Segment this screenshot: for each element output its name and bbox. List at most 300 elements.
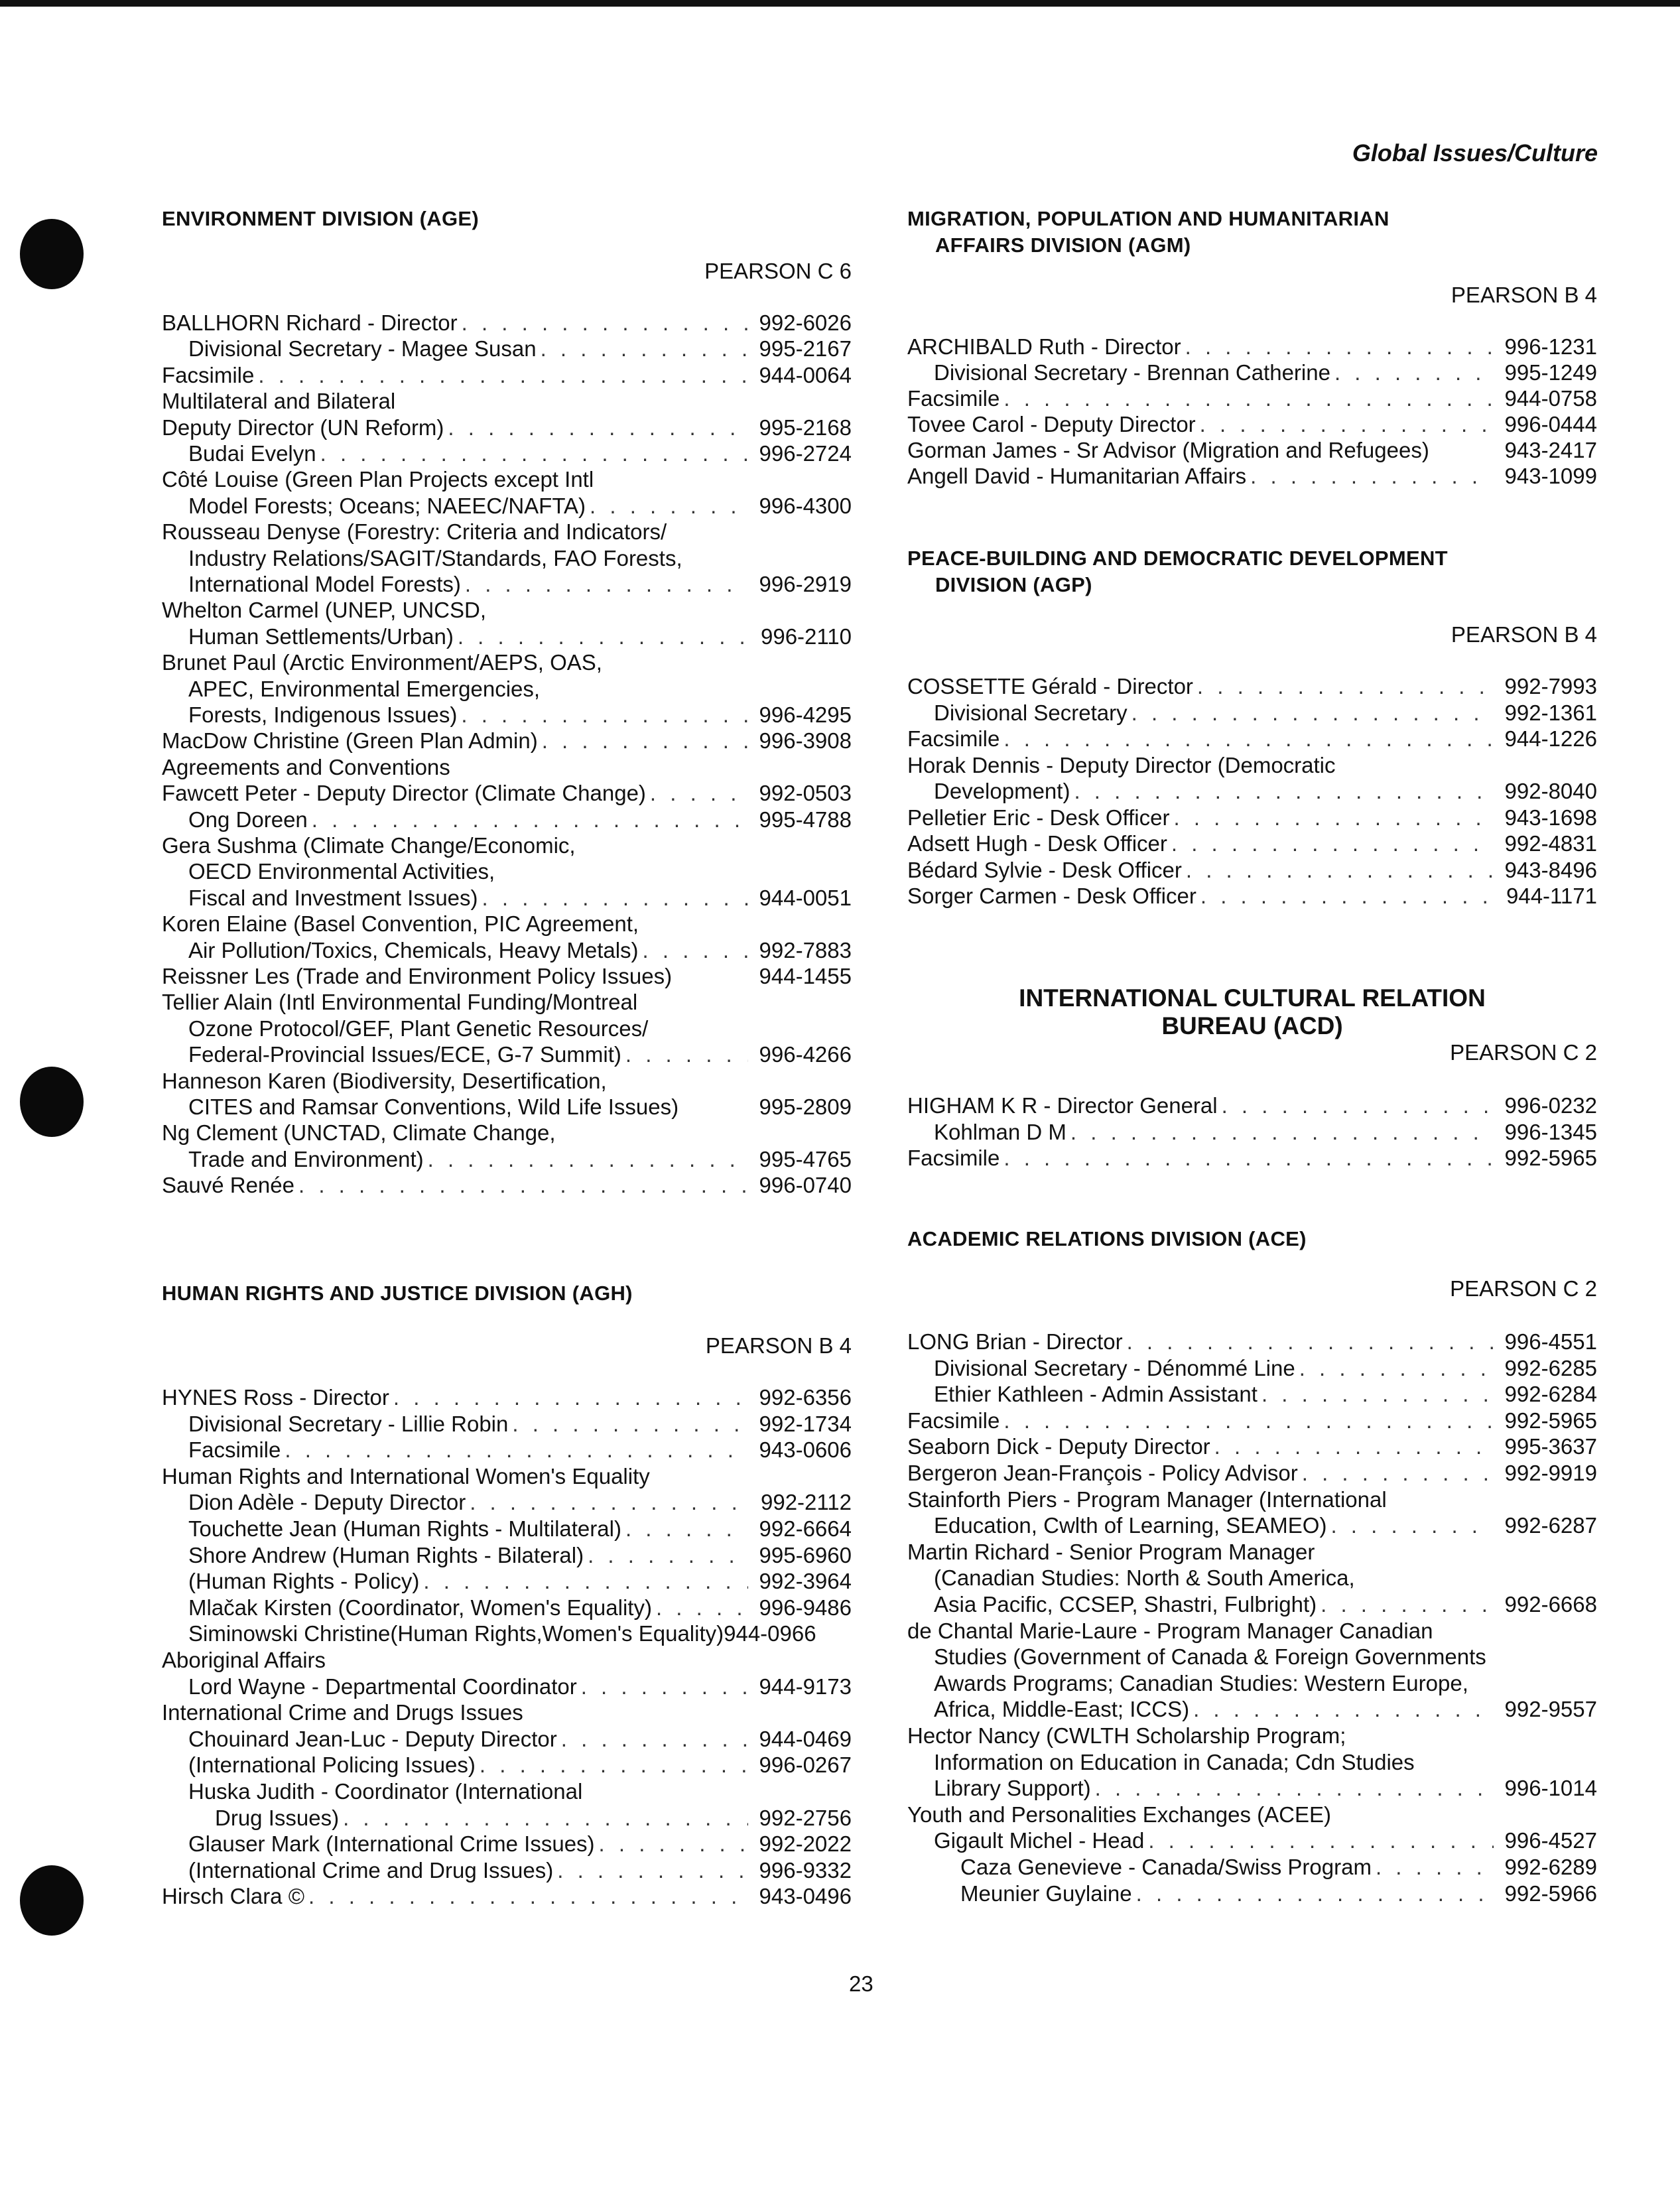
directory-entry — [162, 1831, 852, 1857]
entry-phone: 996-2919 — [759, 572, 852, 596]
entry-name: Shore Andrew (Human Rights - Bilateral) — [188, 1542, 584, 1567]
entry-name: Facsimile — [907, 1408, 1000, 1433]
entry-name: Information on Education in Canada; Cdn Studies — [934, 1749, 1415, 1774]
dot-leader — [1193, 1697, 1494, 1722]
directory-entry — [907, 779, 1597, 805]
directory-entry — [907, 1565, 1597, 1591]
dot-leader — [470, 1490, 748, 1515]
entry-phone: 992-1734 — [759, 1411, 852, 1436]
dot-leader — [1250, 464, 1494, 489]
dot-leader — [625, 1516, 748, 1542]
entry-name: (International Crime and Drug Issues) — [188, 1857, 554, 1883]
directory-entry — [162, 1595, 852, 1621]
entry-name: HIGHAM K R - Director General — [907, 1093, 1218, 1118]
entry-name: Rousseau Denyse (Forestry: Criteria and Indicators/ — [162, 519, 667, 545]
entry-name: International Crime and Drugs Issues — [162, 1700, 523, 1725]
entry-phone: 996-0444 — [1504, 412, 1597, 436]
entry-name: Drug Issues) — [215, 1805, 340, 1830]
entry-name: Divisional Secretary - Magee Susan — [188, 336, 537, 362]
dot-leader — [448, 415, 748, 440]
directory-entry — [162, 1569, 852, 1595]
dot-leader — [462, 310, 748, 336]
entry-name: Facsimile — [907, 386, 1000, 411]
entry-phone: 995-1249 — [1504, 360, 1597, 385]
directory-entry — [162, 728, 852, 754]
entry-phone: 996-2110 — [760, 624, 852, 649]
directory-entry — [907, 858, 1597, 884]
entry-phone: 943-0606 — [759, 1437, 852, 1463]
directory-entry — [162, 1884, 852, 1910]
entry-name: Siminowski Christine(Human Rights,Women's Equality)944-0966 — [188, 1621, 816, 1646]
directory-entry — [907, 438, 1597, 464]
entry-name: CITES and Ramsar Conventions, Wild Life Issues) — [188, 1094, 679, 1119]
dot-leader — [298, 1173, 748, 1198]
dot-leader — [1136, 1881, 1494, 1906]
directory-entry — [907, 1619, 1597, 1644]
directory-entry — [907, 1881, 1597, 1907]
directory-entry — [162, 1094, 852, 1120]
dot-leader — [258, 363, 748, 388]
entry-name: Human Rights and International Women's Equality — [162, 1463, 650, 1489]
entry-name: Education, Cwlth of Learning, SEAMEO) — [934, 1513, 1327, 1538]
directory-entry — [162, 1727, 852, 1753]
dot-leader — [423, 1569, 748, 1594]
entry-name: Ethier Kathleen - Admin Assistant — [934, 1382, 1258, 1407]
directory-entry — [162, 546, 852, 572]
entry-name: APEC, Environmental Emergencies, — [188, 676, 541, 701]
entry-name: (Canadian Studies: North & South America, — [934, 1565, 1355, 1591]
dot-leader — [581, 1674, 748, 1699]
entry-phone: 992-8040 — [1504, 779, 1597, 803]
entry-name: Whelton Carmel (UNEP, UNCSD, — [162, 598, 487, 623]
directory-entry — [907, 412, 1597, 438]
entry-name: (Human Rights - Policy) — [188, 1569, 420, 1594]
dot-leader — [1003, 1408, 1494, 1433]
human-rights-title: HUMAN RIGHTS AND JUSTICE DIVISION (AGH) — [162, 1282, 633, 1305]
directory-entry — [907, 1146, 1597, 1171]
cultural-location: PEARSON C 2 — [1450, 1040, 1597, 1065]
entry-name: Multilateral and Bilateral — [162, 389, 396, 414]
directory-entry — [907, 1120, 1597, 1146]
dot-leader — [1070, 1120, 1494, 1145]
dot-leader — [1197, 674, 1494, 699]
entry-name: Sauvé Renée — [162, 1173, 294, 1198]
entry-name: de Chantal Marie-Laure - Program Manager Canadian — [907, 1618, 1433, 1643]
entry-phone: 943-1698 — [1504, 805, 1597, 830]
directory-entry — [907, 726, 1597, 752]
dot-leader — [650, 781, 748, 806]
dot-leader — [1173, 805, 1494, 830]
directory-entry — [162, 624, 852, 650]
entry-phone: 996-1231 — [1504, 334, 1597, 359]
directory-entry — [907, 1513, 1597, 1539]
cultural-title-line2: BUREAU (ACD) — [1161, 1012, 1343, 1039]
entry-phone: 996-1014 — [1504, 1776, 1597, 1801]
environment-location: PEARSON C 6 — [704, 259, 852, 283]
dot-leader — [1003, 726, 1494, 752]
entry-name: Deputy Director (UN Reform) — [162, 415, 444, 440]
dot-leader — [588, 1543, 748, 1568]
directory-entry — [907, 1776, 1597, 1802]
entry-phone: 995-3637 — [1504, 1434, 1597, 1459]
entry-phone: 943-1099 — [1504, 464, 1597, 488]
directory-entry — [907, 1750, 1597, 1776]
entry-phone: 992-6285 — [1504, 1355, 1597, 1380]
dot-leader — [1261, 1382, 1494, 1407]
entry-phone: 944-0758 — [1504, 386, 1597, 411]
entry-name: Aboriginal Affairs — [162, 1648, 326, 1672]
entry-phone: 992-4831 — [1504, 831, 1597, 856]
dot-leader — [461, 702, 748, 728]
entry-phone: 996-4300 — [759, 493, 852, 518]
environment-title: ENVIRONMENT DIVISION (AGE) — [162, 207, 479, 230]
entry-name: Pelletier Eric - Desk Officer — [907, 805, 1170, 830]
dot-leader — [541, 336, 748, 362]
entry-name: Facsimile — [907, 726, 1000, 751]
entry-name: Koren Elaine (Basel Convention, PIC Agreement, — [162, 911, 639, 937]
dot-leader — [1127, 1329, 1494, 1355]
human-rights-location: PEARSON B 4 — [705, 1333, 852, 1358]
peace-location: PEARSON B 4 — [1451, 622, 1597, 647]
directory-entry — [162, 886, 852, 911]
entry-phone: 992-5965 — [1504, 1146, 1597, 1170]
entry-phone: 943-2417 — [1504, 438, 1597, 462]
entry-name: Dion Adèle - Deputy Director — [188, 1490, 466, 1515]
directory-entry — [162, 1437, 852, 1463]
entry-phone: 992-2756 — [759, 1805, 852, 1830]
dot-leader — [458, 624, 748, 649]
directory-entry — [907, 884, 1597, 909]
entry-phone: 992-9919 — [1504, 1461, 1597, 1485]
entry-phone: 992-6284 — [1504, 1382, 1597, 1407]
dot-leader — [1148, 1828, 1494, 1853]
entry-phone: 992-6287 — [1504, 1513, 1597, 1538]
dot-leader — [561, 1727, 748, 1752]
entry-phone: 996-0267 — [759, 1753, 852, 1778]
directory-entry — [162, 702, 852, 728]
entry-name: Touchette Jean (Human Rights - Multilateral) — [188, 1516, 621, 1541]
directory-entry — [907, 464, 1597, 490]
entry-name: Facsimile — [907, 1146, 1000, 1170]
entry-phone: 992-5965 — [1504, 1408, 1597, 1433]
entry-phone: 992-9557 — [1504, 1697, 1597, 1722]
entry-phone: 996-4266 — [759, 1042, 852, 1067]
entry-phone: 944-9173 — [759, 1674, 852, 1699]
page-header: Global Issues/Culture — [1352, 139, 1598, 166]
directory-entry — [162, 833, 852, 859]
directory-entry — [907, 1592, 1597, 1618]
dot-leader — [343, 1806, 748, 1831]
directory-entry — [162, 389, 852, 415]
entry-phone: 996-0740 — [759, 1173, 852, 1198]
entry-name: COSSETTE Gérald - Director — [907, 674, 1193, 698]
scan-top-border — [0, 0, 1680, 7]
directory-entry — [162, 1120, 852, 1146]
entry-phone: 995-6960 — [759, 1542, 852, 1567]
entry-name: Adsett Hugh - Desk Officer — [907, 831, 1167, 856]
entry-name: Gigault Michel - Head — [934, 1828, 1145, 1853]
entry-phone: 995-2167 — [759, 336, 852, 362]
dot-leader — [428, 1147, 748, 1172]
academic-title: ACADEMIC RELATIONS DIVISION (ACE) — [907, 1227, 1307, 1250]
directory-entry — [162, 1516, 852, 1542]
entry-name: Gera Sushma (Climate Change/Economic, — [162, 833, 576, 858]
entry-name: Fawcett Peter - Deputy Director (Climate Change) — [162, 781, 646, 806]
directory-entry — [907, 1434, 1597, 1460]
directory-entry — [907, 1382, 1597, 1408]
entry-name: Mlačak Kirsten (Coordinator, Women's Equality) — [188, 1595, 652, 1620]
entry-name: Industry Relations/SAGIT/Standards, FAO Forests, — [188, 545, 682, 570]
entry-phone: 996-4551 — [1504, 1329, 1597, 1354]
entry-name: Trade and Environment) — [188, 1146, 424, 1171]
entry-name: Forests, Indigenous Issues) — [188, 702, 458, 727]
migration-title-line2: AFFAIRS DIVISION (AGM) — [935, 233, 1191, 257]
entry-phone: 996-9332 — [759, 1857, 852, 1883]
dot-leader — [1131, 700, 1494, 726]
directory-entry — [162, 807, 852, 833]
entry-name: ARCHIBALD Ruth - Director — [907, 334, 1181, 359]
directory-entry — [162, 1779, 852, 1805]
dot-leader — [1302, 1461, 1494, 1486]
dot-leader — [1214, 1434, 1494, 1459]
entry-phone: 992-5966 — [1504, 1881, 1597, 1906]
entry-phone: 943-8496 — [1504, 857, 1597, 882]
entry-name: Development) — [934, 779, 1070, 803]
entry-phone: 944-1455 — [759, 964, 852, 988]
dot-leader — [599, 1831, 748, 1857]
dot-leader — [320, 441, 748, 466]
entry-name: Facsimile — [188, 1437, 281, 1463]
directory-entry — [162, 572, 852, 598]
entry-name: Divisional Secretary - Dénommé Line — [934, 1355, 1295, 1380]
entry-name: Library Support) — [934, 1776, 1091, 1801]
entry-name: Bédard Sylvie - Desk Officer — [907, 857, 1182, 882]
directory-entry — [162, 781, 852, 807]
dot-leader — [285, 1437, 748, 1463]
directory-entry — [162, 1147, 852, 1173]
entry-name: Angell David - Humanitarian Affairs — [907, 464, 1247, 488]
directory-entry — [907, 1828, 1597, 1854]
entry-name: Seaborn Dick - Deputy Director — [907, 1434, 1210, 1459]
entry-name: Meunier Guylaine — [960, 1881, 1132, 1906]
entry-phone: 992-6356 — [759, 1385, 852, 1410]
dot-leader — [312, 807, 748, 832]
directory-entry — [162, 336, 852, 362]
entry-name: Hanneson Karen (Biodiversity, Desertification, — [162, 1068, 607, 1093]
entry-name: Chouinard Jean-Luc - Deputy Director — [188, 1726, 557, 1751]
directory-entry — [162, 598, 852, 624]
entry-name: Tovee Carol - Deputy Director — [907, 412, 1196, 436]
dot-leader — [308, 1884, 748, 1909]
entry-name: Hector Nancy (CWLTH Scholarship Program; — [907, 1723, 1346, 1748]
directory-entry — [162, 1412, 852, 1437]
entry-name: Air Pollution/Toxics, Chemicals, Heavy Metals) — [188, 937, 639, 962]
dot-leader — [482, 886, 748, 911]
directory-entry — [162, 310, 852, 336]
dot-leader — [557, 1858, 748, 1883]
cultural-title-line1: INTERNATIONAL CULTURAL RELATION — [1019, 984, 1486, 1012]
entry-phone: 944-0051 — [759, 885, 852, 910]
directory-entry — [162, 1042, 852, 1068]
directory-entry — [162, 938, 852, 964]
dot-leader — [393, 1385, 748, 1410]
directory-entry — [907, 1093, 1597, 1119]
directory-entry — [907, 1855, 1597, 1881]
dot-leader — [1003, 1146, 1494, 1171]
entry-name: Ozone Protocol/GEF, Plant Genetic Resources/ — [188, 1016, 649, 1041]
entry-phone: 944-0064 — [759, 362, 852, 387]
entry-phone: 996-4295 — [759, 702, 852, 727]
migration-location: PEARSON B 4 — [1451, 283, 1597, 307]
entry-name: Glauser Mark (International Crime Issues) — [188, 1831, 595, 1857]
entry-name: Gorman James - Sr Advisor (Migration and Refugees) — [907, 438, 1429, 462]
dot-leader — [480, 1753, 748, 1778]
entry-name: Agreements and Conventions — [162, 754, 450, 779]
entry-name: Youth and Personalities Exchanges (ACEE) — [907, 1802, 1331, 1827]
entry-name: Federal-Provincial Issues/ECE, G-7 Summit) — [188, 1042, 621, 1067]
entry-phone: 992-6289 — [1504, 1855, 1597, 1879]
entry-name: Kohlman D M — [934, 1119, 1066, 1144]
directory-entry — [162, 1385, 852, 1411]
dot-leader — [512, 1412, 748, 1437]
entry-name: Stainforth Piers - Program Manager (International — [907, 1487, 1387, 1512]
entry-phone: 995-2168 — [759, 415, 852, 440]
directory-entry — [907, 1487, 1597, 1513]
directory-entry — [162, 990, 852, 1016]
entry-phone: 995-4765 — [759, 1146, 852, 1171]
directory-entry — [907, 1671, 1597, 1697]
directory-entry — [162, 415, 852, 441]
directory-entry — [162, 1806, 852, 1831]
entry-name: Lord Wayne - Departmental Coordinator — [188, 1674, 577, 1699]
dot-leader — [1334, 360, 1494, 385]
entry-phone: 996-2724 — [759, 441, 852, 466]
directory-entry — [162, 1464, 852, 1490]
directory-entry — [907, 1540, 1597, 1565]
dot-leader — [1200, 884, 1494, 909]
entry-phone: 992-6026 — [759, 310, 852, 335]
dot-leader — [542, 728, 748, 754]
directory-entry — [162, 1069, 852, 1094]
directory-entry — [162, 1016, 852, 1042]
entry-phone: 996-1345 — [1504, 1119, 1597, 1144]
directory-entry — [162, 859, 852, 885]
dot-leader — [625, 1042, 748, 1067]
directory-entry — [162, 650, 852, 676]
dot-leader — [1095, 1776, 1494, 1801]
directory-entry — [907, 334, 1597, 360]
entry-name: Côté Louise (Green Plan Projects except Intl — [162, 467, 594, 492]
directory-entry — [162, 494, 852, 519]
dot-leader — [1330, 1513, 1494, 1538]
dot-leader — [1376, 1855, 1494, 1880]
entry-name: Sorger Carmen - Desk Officer — [907, 884, 1196, 908]
entry-name: Huska Judith - Coordinator (International — [188, 1779, 583, 1804]
directory-entry — [162, 1700, 852, 1726]
entry-phone: 995-2809 — [759, 1094, 852, 1119]
directory-entry — [162, 467, 852, 493]
entry-phone: 992-0503 — [759, 781, 852, 806]
entry-name: Divisional Secretary - Brennan Catherine — [934, 360, 1330, 385]
entry-phone: 944-1171 — [1506, 884, 1597, 908]
directory-entry — [907, 700, 1597, 726]
entry-name: Ng Clement (UNCTAD, Climate Change, — [162, 1120, 556, 1146]
entry-phone: 992-1361 — [1504, 700, 1597, 725]
entry-name: Horak Dennis - Deputy Director (Democratic — [907, 752, 1336, 777]
entry-name: Divisional Secretary — [934, 700, 1128, 725]
directory-entry — [907, 1644, 1597, 1670]
directory-entry — [907, 1723, 1597, 1749]
directory-entry — [162, 1490, 852, 1516]
entry-phone: 996-4527 — [1504, 1828, 1597, 1853]
entry-phone: 992-6668 — [1504, 1592, 1597, 1617]
entry-name: HYNES Ross - Director — [162, 1385, 389, 1410]
directory-entry — [162, 1753, 852, 1778]
dot-leader — [1222, 1093, 1494, 1118]
entry-name: Bergeron Jean-François - Policy Advisor — [907, 1461, 1298, 1485]
directory-entry — [907, 1802, 1597, 1828]
dot-leader — [1186, 858, 1494, 883]
entry-phone: 995-4788 — [759, 807, 852, 832]
peace-title-line2: DIVISION (AGP) — [935, 573, 1092, 596]
directory-entry — [162, 755, 852, 781]
entry-phone: 996-9486 — [759, 1595, 852, 1620]
directory-entry — [907, 360, 1597, 386]
directory-entry — [907, 386, 1597, 412]
entry-name: Model Forests; Oceans; NAEEC/NAFTA) — [188, 493, 586, 518]
binder-hole-bottom — [20, 1865, 84, 1936]
directory-entry — [162, 1648, 852, 1674]
entry-name: LONG Brian - Director — [907, 1329, 1123, 1354]
directory-entry — [907, 1329, 1597, 1355]
migration-title-line1: MIGRATION, POPULATION AND HUMANITARIAN — [907, 207, 1389, 230]
entry-name: International Model Forests) — [188, 572, 461, 596]
entry-name: Hirsch Clara © — [162, 1884, 305, 1909]
binder-hole-top — [20, 219, 84, 289]
directory-entry — [162, 1674, 852, 1700]
entry-name: Asia Pacific, CCSEP, Shastri, Fulbright) — [934, 1592, 1317, 1617]
entry-name: Caza Genevieve - Canada/Swiss Program — [960, 1855, 1372, 1879]
directory-entry — [162, 363, 852, 389]
dot-leader — [1200, 412, 1494, 437]
entry-phone: 992-2022 — [759, 1831, 852, 1857]
entry-name: BALLHORN Richard - Director — [162, 310, 458, 335]
entry-name: (International Policing Issues) — [188, 1753, 476, 1778]
directory-entry — [162, 1858, 852, 1884]
directory-entry — [907, 753, 1597, 779]
entry-name: MacDow Christine (Green Plan Admin) — [162, 728, 538, 754]
dot-leader — [656, 1595, 748, 1621]
entry-phone: 944-0469 — [759, 1726, 852, 1751]
entry-name: Awards Programs; Canadian Studies: Western Europe, — [934, 1670, 1468, 1695]
entry-phone: 992-3964 — [759, 1569, 852, 1594]
dot-leader — [590, 494, 748, 519]
entry-name: Ong Doreen — [188, 807, 308, 832]
directory-entry — [907, 1697, 1597, 1723]
dot-leader — [1171, 831, 1494, 856]
entry-name: Divisional Secretary - Lillie Robin — [188, 1411, 509, 1436]
directory-entry — [162, 1173, 852, 1199]
entry-name: Facsimile — [162, 362, 255, 387]
entry-name: OECD Environmental Activities, — [188, 859, 495, 884]
entry-phone: 944-1226 — [1504, 726, 1597, 751]
dot-leader — [1299, 1356, 1494, 1381]
entry-name: Martin Richard - Senior Program Manager — [907, 1539, 1315, 1564]
entry-name: Fiscal and Investment Issues) — [188, 885, 478, 910]
directory-entry — [162, 1543, 852, 1569]
entry-name: Africa, Middle-East; ICCS) — [934, 1697, 1190, 1722]
page-number: 23 — [849, 1971, 873, 1996]
